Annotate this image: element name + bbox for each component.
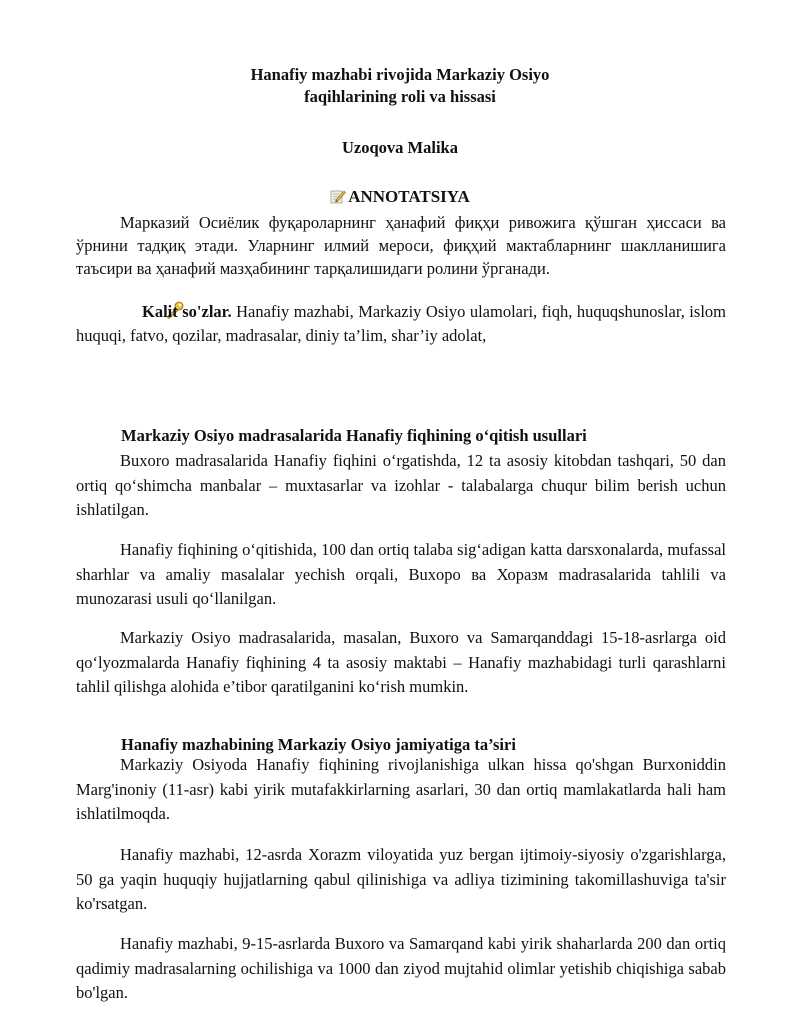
section-2-paragraph: Hanafiy mazhabi, 12-asrda Xorazm viloyatida yuz bergan ijtimoiy-siyosiy o'zgarishlarga, 50 ga yaqin huquqiy hujjatlarning qabul qilinishiga va adliya tizimining takomillashuviga ta'sir ko'rsatgan. xyxy=(76,845,726,913)
annotation-heading-text: ANNOTATSIYA xyxy=(348,187,470,206)
section-2-heading: Hanafiy mazhabining Markaziy Osiyo jamiyatiga ta’siri xyxy=(121,735,516,754)
section-2-paragraph: Hanafiy mazhabi, 9-15-asrlarda Buxoro va Samarqand kabi yirik shaharlarda 200 dan ortiq qadimiy madrasalarning ochilishiga va 1000 dan ziyod mujtahid olimlar yetishib chiqishiga sabab bo'lgan. xyxy=(76,934,726,1002)
section-1-paragraph: Buxoro madrasalarida Hanafiy fiqhini o‘rgatishda, 12 ta asosiy kitobdan tashqari, 50 dan ortiq qo‘shimcha manbalar – muxtasarlar va izohlar - talabalarga chuqur bilim berish uchun ishlatilgan. xyxy=(76,451,726,519)
key-icon xyxy=(120,301,142,319)
annotation-heading xyxy=(0,187,800,207)
section-1-paragraph: Markaziy Osiyo madrasalarida, masalan, Buxoro va Samarqanddagi 15-18-asrlarga oid qo‘lyozmalarda Hanafiy fiqhining 4 ta asosiy maktabi – Hanafiy mazhabidagi turli qarashlarni tahlil qilishga alohida e’tibor qaratilganini ko‘rish mumkin. xyxy=(76,628,726,696)
keywords-list: Hanafiy mazhabi, Markaziy Osiyo ulamolari, fiqh, huquqshunoslar, islom huquqi, fatvo, qozilar, madrasalar, diniy ta’lim, shar’iy adolat, xyxy=(76,302,726,345)
notepad-pencil-icon xyxy=(330,188,346,204)
keywords-label: Kalit so'zlar. xyxy=(142,302,232,321)
keywords-paragraph xyxy=(76,300,726,348)
title-line-1: Hanafiy mazhabi rivojida Markaziy Osiyo xyxy=(250,65,550,84)
section-2-paragraph: Markaziy Osiyoda Hanafiy fiqhining rivojlanishiga ulkan hissa qo'shgan Burxoniddin Marg'inoniy (11-asr) kabi yirik mutafakkirlarning asarlari, 30 dan ortiq mamlakatlarda hali ham ishlatilmoqda. xyxy=(76,755,726,823)
annotation-text: Марказий Осиёлик фуқароларнинг ҳанафий фиқҳи ривожига қўшган ҳиссаси ва ўрнини тадқиқ этади. Уларнинг илмий мероси, фиқҳий мактабларнинг шаклланишига таъсири ва ҳанафий мазҳабининг тарқалишидаги ролини ўрганади. xyxy=(76,213,726,278)
document-title xyxy=(0,64,800,108)
author-name: Uzoqova Malika xyxy=(342,138,458,157)
title-line-2: faqihlarining roli va hissasi xyxy=(304,87,496,106)
section-1-paragraph: Hanafiy fiqhining o‘qitishida, 100 dan ortiq talaba sig‘adigan katta darsxonalarda, mufassal sharhlar va amaliy masalalar yechish orqali, Buxоро ва Хоразм madrasalarida tahlili va munozarasi usuli qo‘llanilgan. xyxy=(76,540,726,608)
section-1-heading: Markaziy Osiyo madrasalarida Hanafiy fiqhining o‘qitish usullari xyxy=(121,426,587,445)
